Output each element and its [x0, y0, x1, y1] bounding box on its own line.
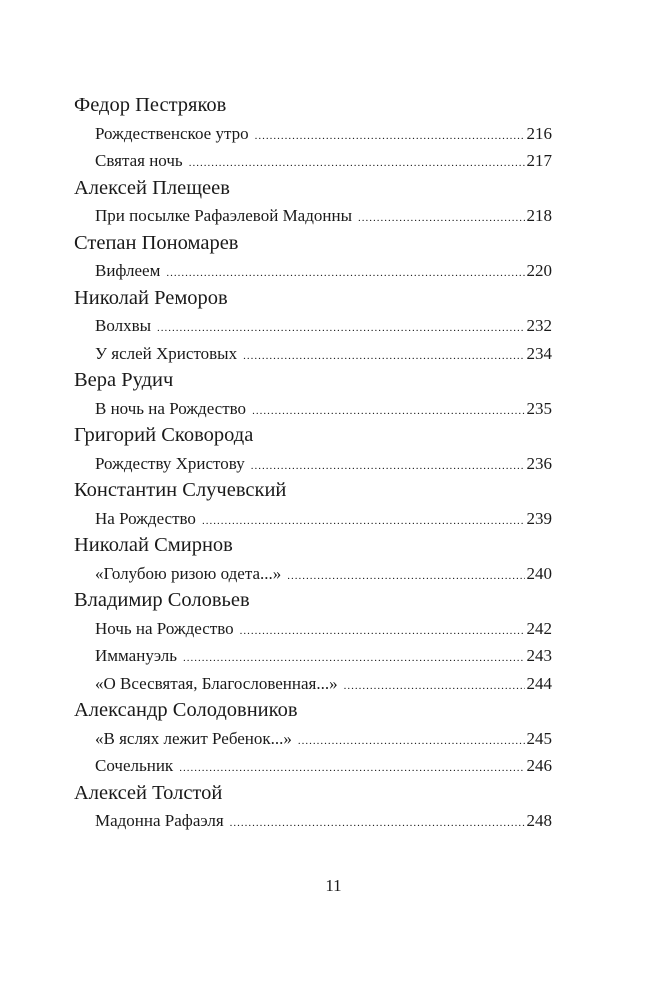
dot-leader [202, 508, 525, 536]
entry-title: «Голубою ризою одета...» [95, 563, 282, 583]
toc-entry [95, 807, 552, 835]
toc-entry [95, 312, 552, 340]
toc-entry [95, 642, 552, 670]
entry-page-number: 220 [526, 261, 552, 280]
entry-title: В ночь на Рождество [95, 398, 247, 418]
entry-page-number: 246 [526, 756, 552, 775]
dot-leader [230, 810, 525, 838]
dot-leader [344, 673, 525, 701]
entry-title: Рождеству Христову [95, 453, 245, 473]
page-number: 11 [325, 876, 342, 895]
entry-title: Вифлеем [95, 261, 161, 280]
entry-page-number: 240 [526, 563, 552, 583]
author-name: Вера Рудич [74, 369, 174, 391]
toc-entry [95, 120, 552, 148]
toc-entry [95, 505, 552, 533]
entry-page-number: 216 [526, 123, 552, 143]
entry-page-number: 243 [526, 646, 552, 665]
toc-entry [95, 147, 552, 175]
dot-leader [189, 150, 525, 178]
entry-title: «В яслях лежит Ребенок...» [95, 728, 292, 748]
author-name: Алексей Плещеев [74, 176, 230, 199]
entry-title: Ночь на Рождество [95, 618, 234, 638]
entry-page-number: 239 [526, 508, 552, 528]
author-name: Николай Реморов [74, 286, 228, 309]
entry-title: При посылке Рафаэлевой Мадонны [95, 206, 352, 225]
entry-page-number: 248 [526, 811, 552, 830]
toc-entry [95, 257, 552, 285]
author-name: Николай Смирнов [74, 534, 233, 556]
dot-leader [255, 123, 525, 151]
entry-page-number: 242 [526, 618, 552, 638]
entry-title: Святая ночь [95, 151, 183, 170]
toc-entry [95, 670, 552, 698]
toc-entry [95, 202, 552, 230]
entry-page-number: 235 [526, 398, 552, 418]
dot-leader [251, 453, 525, 481]
dot-leader [240, 618, 525, 646]
dot-leader [243, 343, 524, 371]
entry-title: Волхвы [95, 316, 152, 335]
entry-title: Сочельник [95, 756, 174, 775]
toc-entry [95, 615, 552, 643]
entry-page-number: 232 [526, 316, 552, 335]
author-name: Владимир Соловьев [74, 589, 250, 611]
author-name: Александр Солодовников [74, 699, 298, 721]
toc-entry [95, 725, 552, 753]
entry-title: «О Всесвятая, Благословенная...» [95, 673, 338, 693]
dot-leader [252, 398, 524, 426]
entry-title: На Рождество [95, 508, 196, 528]
author-name: Константин Случевский [74, 479, 287, 501]
dot-leader [179, 755, 524, 783]
table-of-contents [74, 92, 552, 835]
dot-leader [298, 728, 525, 756]
author-name: Григорий Сковорода [74, 424, 254, 446]
entry-page-number: 244 [526, 673, 552, 693]
toc-entry [95, 395, 552, 423]
dot-leader [358, 205, 525, 233]
entry-title: У яслей Христовых [95, 343, 238, 363]
dot-leader [287, 563, 524, 591]
dot-leader [166, 260, 524, 288]
dot-leader [183, 645, 524, 673]
toc-entry [95, 752, 552, 780]
entry-page-number: 245 [526, 728, 552, 748]
entry-page-number: 218 [526, 206, 552, 225]
author-name: Степан Пономарев [74, 231, 239, 254]
toc-entry [95, 450, 552, 478]
author-name: Федор Пестряков [74, 94, 227, 116]
entry-title: Мадонна Рафаэля [95, 811, 224, 830]
dot-leader [157, 315, 524, 343]
entry-title: Рождественское утро [95, 123, 249, 143]
entry-title: Иммануэль [95, 646, 178, 665]
entry-page-number: 234 [526, 343, 552, 363]
entry-page-number: 217 [526, 151, 552, 170]
toc-entry [95, 560, 552, 588]
entry-page-number: 236 [526, 453, 552, 473]
toc-entry [95, 340, 552, 368]
author-name: Алексей Толстой [74, 781, 223, 804]
